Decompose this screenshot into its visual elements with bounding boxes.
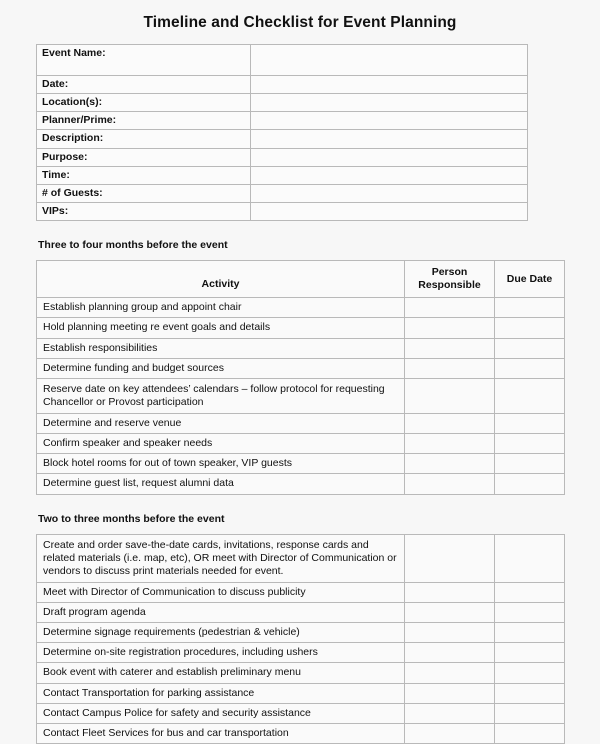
activity-cell: Determine guest list, request alumni data <box>37 474 405 494</box>
person-responsible-cell[interactable] <box>405 623 495 643</box>
event-details-value[interactable] <box>251 166 528 184</box>
activity-cell: Block hotel rooms for out of town speaker, VIP guests <box>37 454 405 474</box>
event-details-label: # of Guests: <box>37 184 251 202</box>
checklist-header-row <box>37 261 565 298</box>
event-details-row <box>37 184 528 202</box>
event-details-label: Purpose: <box>37 148 251 166</box>
column-header-due-date: Due Date <box>495 261 565 298</box>
event-details-value[interactable] <box>251 112 528 130</box>
event-details-row <box>37 166 528 184</box>
event-details-value[interactable] <box>251 76 528 94</box>
event-details-label: Description: <box>37 130 251 148</box>
due-date-cell[interactable] <box>495 298 565 318</box>
due-date-cell[interactable] <box>495 358 565 378</box>
table-row <box>37 603 565 623</box>
event-details-value[interactable] <box>251 184 528 202</box>
table-row <box>37 663 565 683</box>
due-date-cell[interactable] <box>495 582 565 602</box>
due-date-cell[interactable] <box>495 643 565 663</box>
table-row <box>37 643 565 663</box>
due-date-cell[interactable] <box>495 378 565 413</box>
activity-cell: Book event with caterer and establish preliminary menu <box>37 663 405 683</box>
due-date-cell[interactable] <box>495 534 565 582</box>
column-header-activity: Activity <box>37 261 405 298</box>
event-details-row <box>37 202 528 220</box>
event-details-row <box>37 112 528 130</box>
event-details-label: Planner/Prime: <box>37 112 251 130</box>
table-row <box>37 378 565 413</box>
activity-cell: Establish responsibilities <box>37 338 405 358</box>
event-details-value[interactable] <box>251 202 528 220</box>
person-responsible-cell[interactable] <box>405 683 495 703</box>
table-row <box>37 623 565 643</box>
table-row <box>37 683 565 703</box>
column-header-person-line2: Responsible <box>418 279 481 292</box>
table-row <box>37 454 565 474</box>
event-details-label: VIPs: <box>37 202 251 220</box>
due-date-cell[interactable] <box>495 454 565 474</box>
table-row <box>37 298 565 318</box>
event-details-label: Location(s): <box>37 94 251 112</box>
due-date-cell[interactable] <box>495 683 565 703</box>
person-responsible-cell[interactable] <box>405 723 495 743</box>
table-row <box>37 703 565 723</box>
event-details-value[interactable] <box>251 148 528 166</box>
person-responsible-cell[interactable] <box>405 582 495 602</box>
event-details-body <box>37 45 528 221</box>
due-date-cell[interactable] <box>495 623 565 643</box>
person-responsible-cell[interactable] <box>405 454 495 474</box>
person-responsible-cell[interactable] <box>405 534 495 582</box>
activity-cell: Draft program agenda <box>37 603 405 623</box>
person-responsible-cell[interactable] <box>405 298 495 318</box>
checklist-table <box>36 260 565 495</box>
event-details-value[interactable] <box>251 45 528 76</box>
table-row <box>37 358 565 378</box>
person-responsible-cell[interactable] <box>405 663 495 683</box>
due-date-cell[interactable] <box>495 703 565 723</box>
due-date-cell[interactable] <box>495 723 565 743</box>
column-header-person-responsible <box>405 261 495 298</box>
event-details-row <box>37 148 528 166</box>
checklist-table <box>36 534 565 744</box>
event-details-table <box>36 44 528 221</box>
activity-cell: Hold planning meeting re event goals and details <box>37 318 405 338</box>
due-date-cell[interactable] <box>495 318 565 338</box>
due-date-cell[interactable] <box>495 603 565 623</box>
checklist-sections <box>0 239 600 744</box>
person-responsible-cell[interactable] <box>405 378 495 413</box>
section-heading: Two to three months before the event <box>38 512 225 525</box>
column-header-person-line1: Person <box>431 266 468 278</box>
person-responsible-cell[interactable] <box>405 338 495 358</box>
event-details-row <box>37 130 528 148</box>
person-responsible-cell[interactable] <box>405 703 495 723</box>
due-date-cell[interactable] <box>495 434 565 454</box>
activity-cell: Contact Fleet Services for bus and car transportation <box>37 723 405 743</box>
event-details-label: Event Name: <box>37 45 251 76</box>
activity-cell: Reserve date on key attendees’ calendars – follow protocol for requesting Chancellor or Provost participation <box>37 378 405 413</box>
activity-cell: Determine signage requirements (pedestrian & vehicle) <box>37 623 405 643</box>
table-row <box>37 474 565 494</box>
due-date-cell[interactable] <box>495 474 565 494</box>
activity-cell: Contact Transportation for parking assistance <box>37 683 405 703</box>
event-details-row <box>37 45 528 76</box>
table-row <box>37 582 565 602</box>
due-date-cell[interactable] <box>495 414 565 434</box>
person-responsible-cell[interactable] <box>405 358 495 378</box>
activity-cell: Confirm speaker and speaker needs <box>37 434 405 454</box>
table-row <box>37 338 565 358</box>
person-responsible-cell[interactable] <box>405 414 495 434</box>
page-title: Timeline and Checklist for Event Planning <box>143 14 457 31</box>
table-row <box>37 723 565 743</box>
person-responsible-cell[interactable] <box>405 318 495 338</box>
activity-cell: Establish planning group and appoint chair <box>37 298 405 318</box>
table-row <box>37 534 565 582</box>
due-date-cell[interactable] <box>495 663 565 683</box>
person-responsible-cell[interactable] <box>405 474 495 494</box>
activity-cell: Determine on-site registration procedures, including ushers <box>37 643 405 663</box>
activity-cell: Contact Campus Police for safety and security assistance <box>37 703 405 723</box>
event-details-label: Time: <box>37 166 251 184</box>
person-responsible-cell[interactable] <box>405 434 495 454</box>
event-details-row <box>37 94 528 112</box>
table-row <box>37 318 565 338</box>
person-responsible-cell[interactable] <box>405 643 495 663</box>
event-details-value[interactable] <box>251 130 528 148</box>
table-row <box>37 434 565 454</box>
activity-cell: Create and order save-the-date cards, invitations, response cards and related materials (i.e. map, etc), OR meet with Director of Communication or vendors to discuss print materials needed for event. <box>37 534 405 582</box>
section-heading: Three to four months before the event <box>38 239 228 251</box>
person-responsible-cell[interactable] <box>405 603 495 623</box>
table-row <box>37 414 565 434</box>
activity-cell: Meet with Director of Communication to discuss publicity <box>37 582 405 602</box>
event-details-value[interactable] <box>251 94 528 112</box>
due-date-cell[interactable] <box>495 338 565 358</box>
event-details-row <box>37 76 528 94</box>
event-details-label: Date: <box>37 76 251 94</box>
activity-cell: Determine and reserve venue <box>37 414 405 434</box>
activity-cell: Determine funding and budget sources <box>37 358 405 378</box>
